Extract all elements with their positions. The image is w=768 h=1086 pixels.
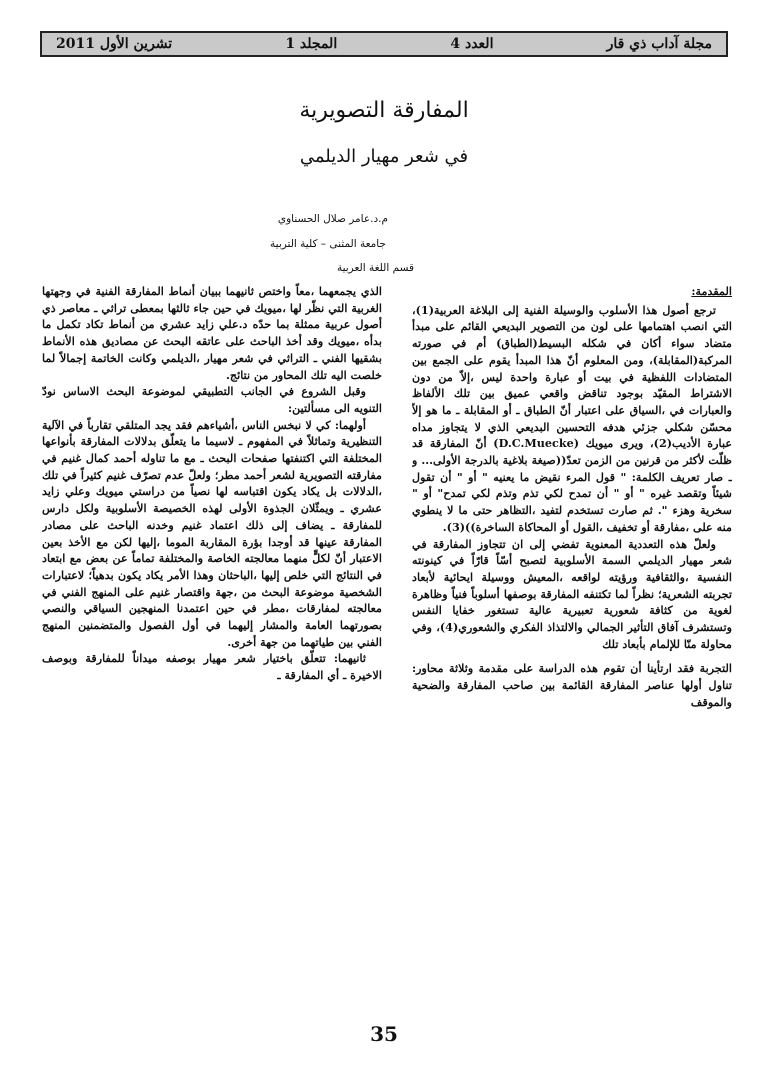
volume-number: المجلد 1 [285, 36, 338, 52]
paragraph: ترجع أصول هذا الأسلوب والوسيلة الفنية إلى البلاغة العربية(1)، التي انصب اهتمامها على لون من التصوير البديعي القائم على مبدأ متضاد سواء أكان في شكله البسيط(الطباق) أم في صورته المركبة(المقابلة)، ومن المعلوم أنّ هذا المبدأ يقوم على الجمع بين المتضادات اللفظية في بيت أو عبارة واحدة ليس ،إلاّ من دون الاشتراط المقيّد بوجود تناقض واقعي عميق بين تلك الألفاظ والعبارات في ،السياق على اعتبار أنّ الطباق ـ أو المقابلة ـ ما هو إلاّ محسّن شكلي جزئي هدفه التحسين البديعي الذي لا يتجاوز مداه عبارة الأديب(2)، ويرى ميويك (D.C.Muecke) أنّ المفارقة قد ظلّت لأكثر من قرنين من الزمن تعدّ((صيغة بلاغية بالدرجة الأولى... و ـ صار تعريف الكلمة: " قول المرء نقيض ما يعنيه " أو " أن تقول شيئاً وتقصد غيره " أو " أن تمدح لكي تذم وتذم لكي تمدح" أو " سخرية وهزء ". ثم صارت تستخدم لتفيد ،التظاهر حتى ما لا ينطوي منه على ،مفارقة أو تخفيف ،القول أو المحاكاة الساخرة))(3). [412, 302, 732, 534]
paragraph: ثانيهما: تتعلّق باختيار شعر مهيار بوصفه ميداناً للمفارقة وبوصف الاخيرة ـ أي المفارقة ـ [42, 651, 382, 683]
author-affiliation: جامعة المثنى – كلية التربية [270, 238, 386, 250]
page-number: 35 [370, 1022, 398, 1046]
paragraph: التجربة فقد ارتأينا أن تقوم هذه الدراسة على مقدمة وثلاثة محاور: تناول أولها عناصر المفارقة القائمة بين صاحب المفارقة والضحية والموقف [412, 661, 732, 709]
author-department: قسم اللغة العربية [336, 262, 414, 274]
right-text-column [412, 283, 732, 1043]
issue-number: العدد 4 [450, 36, 494, 52]
paper-title: المفارقة التصويرية [299, 98, 469, 123]
paragraph: وقبل الشروع في الجانب التطبيقي لموضوعة البحث الاساس نودّ التنويه الى مسألتين: [42, 384, 382, 415]
journal-header-bar [40, 31, 728, 57]
section-heading-introduction: المقدمة: [691, 284, 732, 298]
journal-name: مجلة آداب ذي قار [606, 36, 712, 52]
left-text-column [42, 283, 382, 998]
issue-date: تشرين الأول 2011 [56, 36, 173, 52]
paragraph: أولهما: كي لا نبخس الناس ،أشياءهم فقد يجد المتلقي تقارباً في الآلية التنظيرية وتماثلاً في المفهوم ـ لاسيما ما يتعلّق بدلالات المفارقة بأنواعها المختلفة التي اكتنفتها صفحات البحث ـ مع ما تناوله أحمد كمال غنيم في مفارقته التصويرية لشعر أحمد مطر؛ ولعلّ عدم تصرّف غنيم كثيراً في تلك ،الدلالات بل يكاد يكون اقتباسه لها نصياً من دراستي ميويك وعلي زايد عشري ـ ويمثّلان الجذوة الأولى لهذه الخصيصة الأسلوبية ولكل دارس للمفارقة ـ يضاف إلى ذلك اعتماد غنيم وخدنه الباحث على مصادر المفارقة عينها قد أوجدا بؤرة المقاربة الموما ،إليها لكن مع الأخذ بعين الاعتبار أنّ لكلٍّ منهما معالجته الخاصة والمختلفة تماماً عن بعض مع ابتعاد في النتائج التي خلص إليها ،الباحثان وهذا الأمر يكاد يكون بدهياً؛ لاعتبارات الشخصية موضوعة البحث من ،جهة واقتصار غنيم على المنهج الفني في معالجته لمفارقات ،مطر في حين اعتمدنا المنهجين السياقي والنصي بصورتهما العامة والمشار إليهما في أول الفصول والمتضمنين المنهج الفني بين طياتهما من جهة أخرى. [42, 417, 382, 649]
paragraph: الذي يجمعهما ،معاً واختص ثانيهما ببيان أنماط المفارقة الفنية في وجهتها الغربية التي نظّر لها ،ميويك في حين جاء ثالثها بمعطى تراثي ـ معاصر ذي أصول عربية ممثلة بما حدّه د.علي زايد عشري من أنماط تكاد تكمل ما بدأه ،ميويك وقد أخذ الباحث على عاتقه البحث عن مصاديق هذه الأنماط بشقيها الفني ـ التراثي في شعر مهيار ،الديلمي وكانت الخاتمة إجمالاً لما خلصت اليه تلك المحاور من نتائج. [42, 284, 382, 382]
paragraph: ولعلّ هذه التعددية المعنوية تفضي إلى ان تتجاوز المفارقة في شعر مهيار الديلمي السمة الأسلوبية لتصبح أسّاً قارّاً في كينونته النفسية ،والثقافية ورؤيته لواقعه ،المعيش ووسيلة ايحائية لأبعاد تجربته الشعرية؛ نظراً لما تكتنفه المفارقة بوصفها أسلوباً فنياً وظاهرة لغوية من كثافة شعورية تعبيرية عالية تستغور خفايا النفس وتستشرف آفاق التأثير الجمالي والالتذاذ الفكري والشعوري(4)، وفي محاولة منّا للإلمام بأبعاد تلك [412, 536, 732, 651]
author-name: م.د.عامر صلال الحسناوي [277, 213, 388, 225]
paper-subtitle: في شعر مهيار الديلمي [299, 146, 469, 167]
